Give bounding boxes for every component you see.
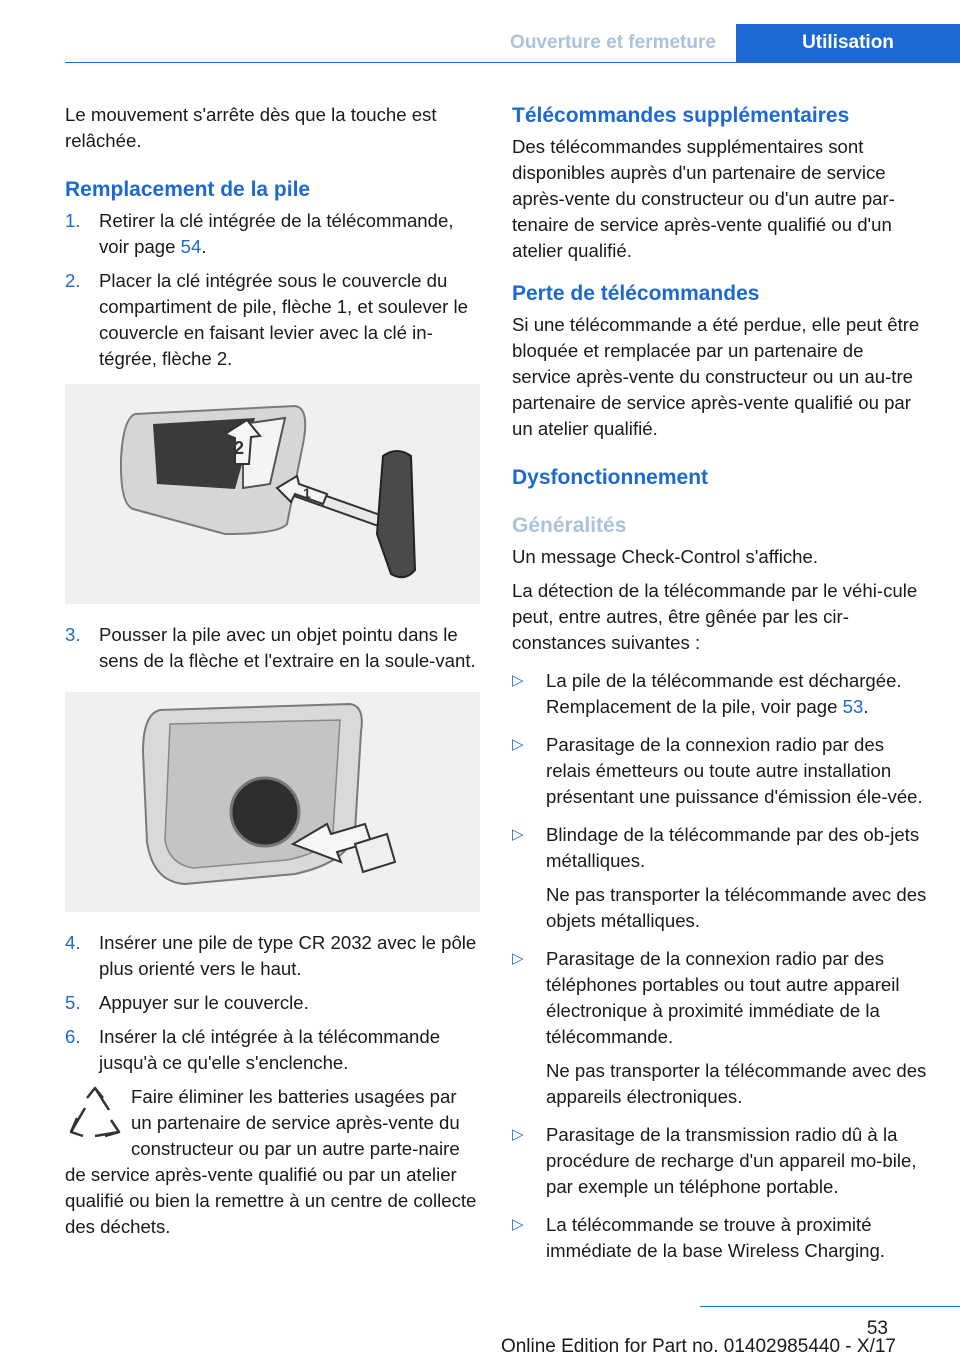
triangle-bullet-icon: ▷ — [512, 1126, 524, 1143]
recycle-note-text: Faire éliminer les batteries usagées par un partenaire de service après-vente du constructeur ou par un autre parte‐naire de service après-vente qualifié ou par un atelier qualifié ou bien la remettre à un centre de collecte des déchets. — [65, 1086, 477, 1237]
footer-rule — [700, 1306, 960, 1307]
recycle-icon — [65, 1084, 125, 1146]
lost-remotes-heading: Perte de télécommandes — [512, 282, 760, 305]
bullet-item: ▷ Parasitage de la connexion radio par des téléphones portables ou tout autre appareil électronique à proximité immédiate de la télécommande. — [512, 948, 900, 1047]
bullet-item: ▷ La pile de la télécommande est déchargée. Remplacement de la pile, voir page 53. — [512, 670, 902, 717]
step-text: Appuyer sur le couvercle. — [99, 992, 309, 1013]
general-heading: Généralités — [512, 514, 627, 537]
step-text: Retirer la clé intégrée de la télécommande, voir page — [99, 210, 454, 257]
malfunction-heading: Dysfonctionnement — [512, 466, 709, 489]
step-number: 2. — [65, 270, 81, 291]
step-6 — [65, 1024, 480, 1076]
triangle-bullet-icon: ▷ — [512, 1216, 524, 1233]
bullet-item: ▷ Parasitage de la transmission radio dû à la procédure de recharge d'un appareil mo‐bile, par exemple un téléphone portable. — [512, 1124, 917, 1197]
bullet-item: ▷ La télécommande se trouve à proximité immédiate de la base Wireless Charging. — [512, 1214, 885, 1261]
extra-remotes-heading: Télécommandes supplémentaires — [512, 104, 850, 127]
left-column — [65, 102, 480, 1240]
arrow-label-2: 2 — [234, 438, 245, 458]
page-number: 53 — [866, 1318, 888, 1339]
header-rule — [65, 62, 960, 63]
triangle-bullet-icon: ▷ — [512, 672, 524, 689]
step-2 — [65, 268, 480, 372]
step-number: 5. — [65, 992, 81, 1013]
bullet-item: ▷ Parasitage de la connexion radio par des relais émetteurs ou toute autre installation présentant une puissance d'émission éle‐vée. — [512, 734, 923, 807]
triangle-bullet-icon: ▷ — [512, 826, 524, 843]
header-section-tab[interactable]: Ouverture et fermeture — [510, 32, 716, 53]
general-paragraph-1: Un message Check-Control s'affiche. — [512, 546, 819, 567]
step-text: Pousser la pile avec un objet pointu dans le sens de la flèche et l'extraire en la soule‐vant. — [99, 624, 476, 671]
triangle-bullet-icon: ▷ — [512, 736, 524, 753]
header-active-tab[interactable]: Utilisation — [736, 24, 960, 62]
page-link[interactable]: 53 — [842, 696, 864, 717]
intro-paragraph: Le mouvement s'arrête dès que la touche est relâchée. — [65, 104, 437, 151]
step-4 — [65, 930, 480, 982]
general-paragraph-2: La détection de la télécommande par le véhi‐cule peut, entre autres, être gênée par les cir‐constances suivantes : — [512, 580, 918, 653]
page-link[interactable]: 54 — [180, 236, 202, 257]
bullet-item: ▷ Blindage de la télécommande par des ob‐jets métalliques. — [512, 824, 920, 871]
recycling-note — [65, 1084, 480, 1240]
step-3 — [65, 622, 480, 674]
lost-remotes-paragraph: Si une télécommande a été perdue, elle peut être bloquée et remplacée par un partenaire de service après-vente du constructeur ou un au‐tre partenaire de service après-vente qualifié ou par un atelier qualifié. — [512, 314, 920, 439]
key-figure-battery — [65, 692, 480, 912]
bullet-sub-paragraph: Ne pas transporter la télécommande avec des objets métalliques. — [546, 884, 927, 931]
step-number: 4. — [65, 932, 81, 953]
right-column — [512, 102, 927, 1272]
edition-footer: Online Edition for Part no. 01402985440 - X/17 — [500, 1336, 896, 1357]
step-5 — [65, 990, 480, 1016]
bullet-sub-paragraph: Ne pas transporter la télécommande avec des appareils électroniques. — [546, 1060, 927, 1107]
step-number: 6. — [65, 1026, 81, 1047]
arrow-label-1: 1 — [303, 485, 311, 501]
step-number: 1. — [65, 210, 81, 231]
battery-heading: Remplacement de la pile — [65, 178, 311, 201]
extra-remotes-paragraph: Des télécommandes supplémentaires sont disponibles auprès d'un partenaire de service après-vente du constructeur ou d'un autre par‐tenaire de service après-vente qualifié ou d'un atelier qualifié. — [512, 136, 895, 261]
step-1: 1. Retirer la clé intégrée de la télécommande, voir page 54. — [65, 210, 454, 257]
key-figure-open-cover — [65, 384, 480, 604]
step-text: Insérer une pile de type CR 2032 avec le pôle plus orienté vers le haut. — [99, 932, 477, 979]
step-text: Insérer la clé intégrée à la télécommande jusqu'à ce qu'elle s'enclenche. — [99, 1026, 441, 1073]
step-text: Placer la clé intégrée sous le couvercle du compartiment de pile, flèche 1, et soulever le couvercle en faisant levier avec la clé in‐tégrée, flèche 2. — [99, 270, 468, 369]
step-number: 3. — [65, 624, 81, 645]
triangle-bullet-icon: ▷ — [512, 950, 524, 967]
